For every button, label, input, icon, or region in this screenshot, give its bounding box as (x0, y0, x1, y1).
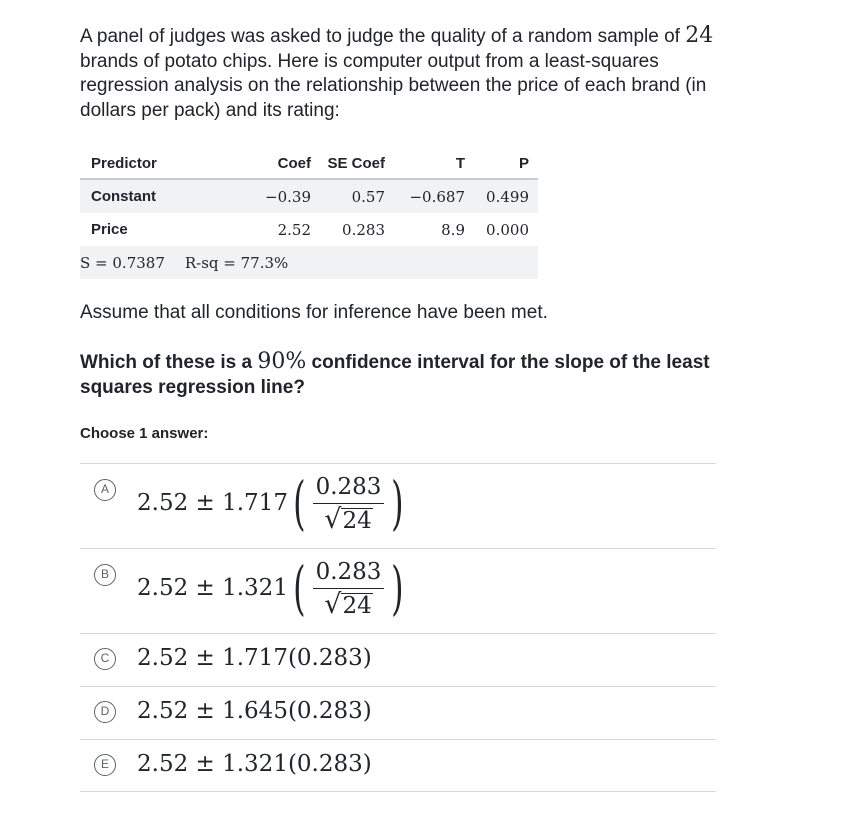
right-paren-icon: ) (391, 554, 404, 622)
table-header-row (80, 148, 538, 179)
choice-a[interactable] (80, 463, 716, 548)
right-paren-icon: ) (391, 469, 404, 537)
choice-b[interactable] (80, 548, 716, 633)
choice-expression: 2.52 ± 1.717(0.283) (137, 645, 372, 671)
problem-intro (80, 24, 740, 123)
choice-c[interactable] (80, 633, 716, 686)
table-row (80, 213, 538, 246)
table-row (80, 179, 538, 213)
sqrt-icon: √ (324, 503, 342, 535)
fit-statistics (80, 246, 538, 279)
coef-cell: −0.39 (250, 179, 320, 213)
choice-letter-circle: E (94, 754, 116, 776)
choice-letter-circle: A (94, 479, 116, 501)
choice-letter-circle: D (94, 701, 116, 723)
predictor-cell: Constant (80, 179, 250, 213)
header-p: P (518, 154, 529, 172)
choice-expression (137, 556, 409, 620)
sqrt-radicand: 24 (342, 507, 372, 534)
se-coef-cell: 0.57 (320, 179, 394, 213)
p-cell: 0.000 (486, 220, 529, 239)
choice-expression: 2.52 ± 1.645(0.283) (137, 698, 372, 724)
t-cell: −0.687 (394, 179, 474, 213)
confidence-level: 90% (257, 349, 307, 374)
assumption-text: Assume that all conditions for inference have been met. (80, 302, 548, 323)
header-t: T (455, 154, 465, 172)
choice-lead: 2.52 ± 1.717 (137, 490, 288, 516)
choice-expression (137, 471, 409, 535)
r-squared: R-sq = 77.3% (184, 253, 289, 272)
choice-letter-circle: C (94, 648, 116, 670)
fraction (313, 474, 385, 533)
table-summary-row (80, 246, 538, 279)
question-text-end: confidence interval for the slope of the least squares regression line? (80, 352, 710, 398)
left-paren-icon: ( (293, 554, 306, 622)
answer-choices (80, 463, 716, 792)
question-prompt (80, 350, 720, 400)
header-coef: Coef (277, 154, 311, 172)
p-cell: 0.499 (474, 179, 538, 213)
question-text-start: Which of these is a (80, 352, 258, 373)
choice-lead: 2.52 ± 1.321 (137, 575, 288, 601)
se-coef-cell: 0.283 (342, 220, 385, 239)
t-cell: 8.9 (441, 220, 465, 239)
predictor-cell: Price (91, 221, 128, 238)
choice-d[interactable] (80, 686, 716, 739)
fraction-numerator: 0.283 (313, 559, 385, 589)
sqrt-icon: √ (324, 588, 342, 620)
regression-output-table (80, 148, 538, 279)
choice-e[interactable] (80, 739, 716, 792)
intro-text-end: brands of potato chips. Here is computer output from a least-squares regression analysis on the relationship between the price of each brand (in dollars per pack) and its rating: (80, 50, 707, 121)
header-se-coef: SE Coef (327, 154, 385, 172)
coef-cell: 2.52 (277, 220, 311, 239)
header-predictor: Predictor (91, 154, 157, 172)
choice-letter-circle: B (94, 564, 116, 586)
sqrt-radicand: 24 (342, 592, 372, 619)
s-statistic: S = 0.7387 (80, 253, 165, 272)
fraction (313, 559, 385, 618)
choice-expression: 2.52 ± 1.321(0.283) (137, 751, 372, 777)
choose-label: Choose 1 answer: (80, 425, 209, 442)
left-paren-icon: ( (293, 469, 306, 537)
fraction-numerator: 0.283 (313, 474, 385, 504)
intro-text-start: A panel of judges was asked to judge the quality of a random sample of (80, 26, 686, 47)
sample-size: 24 (685, 23, 714, 48)
